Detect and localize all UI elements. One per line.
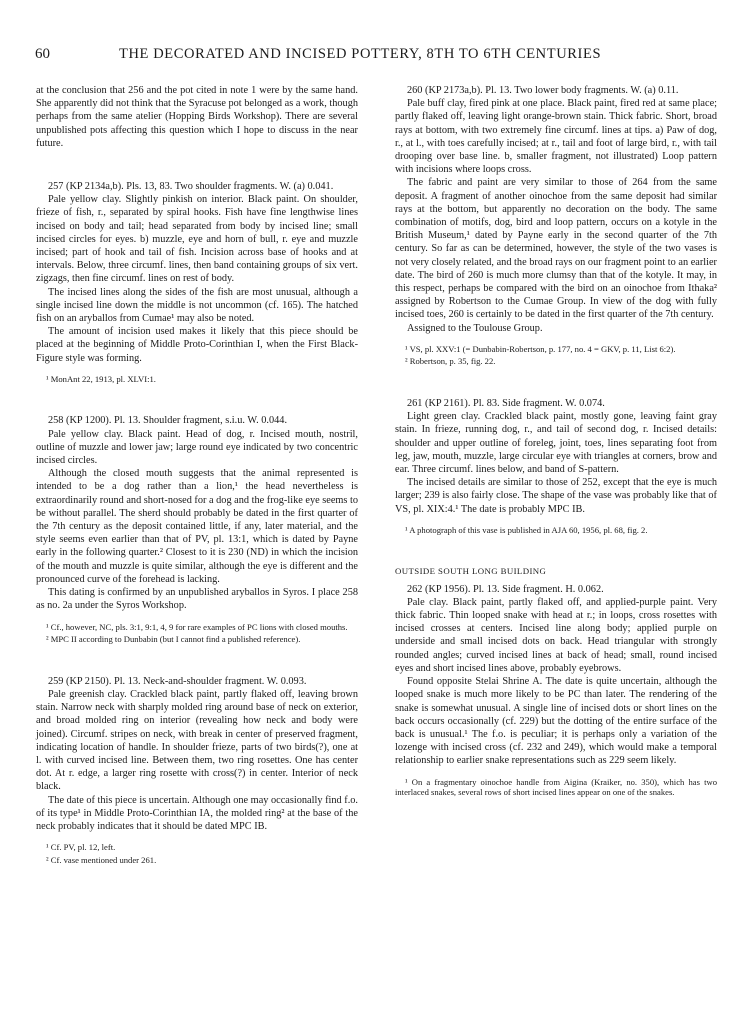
catalogue-entry-259 [36,675,358,866]
entry-paragraph: Although the closed mouth suggests that the animal represented is intended to be a dog rather than a lion,¹ the head nevertheless is extraordinarily round and short-nosed for a dog and the frog-like eye seems to be without parallel. The sherd should probably be dated in the first quarter of the 7th century as the deposit contained little, if any, later material, and the style seems even earlier than that of PV, pl. 13:1, which is dated by Payne early in the following quarter.² Closest to it is 230 (ND) in which the incision of the mouth and muzzle is quite similar, although the eye is different and the pronounced curve of the forehead is lacking. [36,468,358,585]
entry-heading: 257 (KP 2134a,b). Pls. 13, 83. Two shoulder fragments. W. (a) 0.041. [48,181,334,193]
section-heading: OUTSIDE SOUTH LONG BUILDING [395,566,547,577]
catalogue-entry-260 [395,84,717,367]
catalogue-entry-257 [36,180,358,384]
entry-paragraph: Pale yellow clay. Black paint. Head of dog, r. Incised mouth, nostril, outline of muzzle and lower jaw; large round eye indicated by two concentric incised circles. [36,428,358,467]
footnote: ¹ On a fragmentary oinochoe handle from Aigina (Kraiker, no. 350), which has two interlaced snakes, several rows of short incised lines appear on one of the snakes. [395,776,717,798]
entry-paragraph: Pale buff clay, fired pink at one place. Black paint, fired red at same place; partly flaked off, leaving light orange-brown stain. Thick fabric. Short, broad rays at bottom, with two extremely fine circumf. lines at tips. a) Paw of dog, r., at l., with toes carefully incised; at r., tail and foot of large bird, r., with tail drooping over base line. b, smaller fragment, not illustrated) Loop pattern with incisions where loops cross. [395,98,717,176]
entry-paragraph: Light green clay. Crackled black paint, mostly gone, leaving faint gray stain. In frieze, running dog, r., and tail of second dog, r. Incised details: shoulder and upper outline of foreleg, joint, toes, lines separating foot from leg, jaw, mouth, muzzle, large circular eye with triangles at corners, brow and ear. Three circumf. lines below, and band of S-pattern. [395,411,717,476]
entry-heading: 261 (KP 2161). Pl. 83. Side fragment. W. 0.074. [407,398,605,410]
catalogue-entry-258 [36,414,358,644]
footnote: ¹ A photograph of this vase is published in AJA 60, 1956, pl. 68, fig. 2. [405,524,648,535]
footnote: ¹ MonAnt 22, 1913, pl. XLVI:1. [46,373,156,384]
footnote: ¹ VS, pl. XXV:1 (= Dunbabin-Robertson, p. 177, no. 4 = GKV, p. 11, List 6:2). [405,343,676,354]
entry-paragraph: Pale clay. Black paint, partly flaked off, and applied-purple paint. Very thick fabric. Thin looped snake with head at r.; in loops, cross rosettes with incised crosses at centers. Incised line along body; applied purple on underside and small incised dots on back. Head triangular with strongly rounded angles; curved incised lines at back of head; small, round incised eyes and short incised lines above, probably eyebrows. [395,596,717,674]
footnote: ² MPC II according to Dunbabin (but I cannot find a published reference). [46,634,301,645]
entry-paragraph: The date of this piece is uncertain. Although one may occasionally find f.o. of its type¹ in Middle Proto-Corinthian IA, the molded ring² at the base of the neck probably indicates that it should be dated MPC IB. [36,794,358,832]
entry-heading: 259 (KP 2150). Pl. 13. Neck-and-shoulder fragment. W. 0.093. [48,675,307,687]
entry-paragraph: Pale yellow clay. Slightly pinkish on interior. Black paint. On shoulder, frieze of fish, r., separated by spiral hooks. Fish have fine lengthwise lines incised on body and tail; head separated from body by incised line; small incised circles for eyes. b) muzzle, eye and horn of bull, r. eye and muzzle incised; part of hook and tail of fish. Incision across base of hooks and at intervals. Below, three circumf. lines, then band containing groups of six vert. zigzags, then fine circumf. lines on rest of body. [36,194,358,285]
footnote: ² Cf. vase mentioned under 261. [46,854,157,865]
entry-paragraph: The incised details are similar to those of 252, except that the eye is much larger; 239 is also fairly close. The shape of the vase was probably like that of VS, pl. XIX:4.¹ The date is probably MPC IB. [395,477,717,515]
catalogue-entry-262 [395,583,717,798]
right-column [395,84,717,798]
entry-heading: 262 (KP 1956). Pl. 13. Side fragment. H. 0.062. [407,583,604,595]
footnote: ² Robertson, p. 35, fig. 22. [405,356,496,367]
footnote: ¹ Cf., however, NC, pls. 3:1, 9:1, 4, 9 for rare examples of PC lions with closed mouths. [46,621,348,632]
catalogue-entry-261 [395,397,717,535]
footnote: ¹ Cf. PV, pl. 12, left. [46,842,116,853]
entry-paragraph: The incised lines along the sides of the fish are most unusual, although a single incised line down the middle is not uncommon (cf. 165). The hatched fish on an aryballos from Cumae¹ may also be noted. [36,286,358,325]
entry-heading: 260 (KP 2173a,b). Pl. 13. Two lower body fragments. W. (a) 0.11. [407,85,679,96]
running-title: THE DECORATED AND INCISED POTTERY, 8TH TO 6TH CENTURIES [119,46,602,62]
page-header [35,46,718,68]
continued-paragraph: at the conclusion that 256 and the pot cited in note 1 were by the same hand. She apparently did not think that the Syracuse pot belonged as a work, though perhaps from the same atelier (Hopping Birds Workshop). There are several unpublished pots affecting this question which I hope to discuss in the near future. [36,85,358,149]
entry-paragraph: The amount of incision used makes it likely that this piece should be placed at the beginning of Middle Proto-Corinthian I, when the First Black-Figure style was forming. [36,326,358,364]
entry-paragraph: Assigned to the Toulouse Group. [407,322,543,334]
page-number: 60 [35,46,50,62]
entry-paragraph: Pale greenish clay. Crackled black paint, partly flaked off, leaving brown stain. Narrow neck with sharply molded ring around base of neck on exterior, and broad molded ring on interior (revealing how neck and body were joined). Circumf. stripes on neck, with break in center of preserved fragment, indicating location of handle. In shoulder frieze, parts of two birds(?), one at l. with curved incised line. Between them, two ring rosettes. One has center dot. At r. edge, a larger ring rosette with cross(?) in center. Interior of neck black. [36,688,358,793]
entry-paragraph: The fabric and paint are very similar to those of 264 from the same deposit. A fragment of another oinochoe from the same deposit had similar rays at the bottom, but apparently no decoration on the body. The same combination of motifs, dog, bird and loop pattern, occurs on a kotyle in the British Museum,¹ dated by Payne early in the second quarter of the 7th century. So far as can be determined, however, the style of the two vases is not very closely related, and the broad rays on our fragment point to an earlier date. The bird of 260 is much more clumsy than that of the kotyle. It may, in this respect, perhaps be compared with the bird on an oinochoe from Ithaka² assigned by Robertson to the Cumae Group. In view of the dog with fully incised toes, 260 is certainly to be dated in the first quarter of the 7th century. [395,177,717,321]
entry-paragraph: Found opposite Stelai Shrine A. The date is quite uncertain, although the looped snake is much more likely to be PC than later. The rendering of the snake is somewhat unusual. A single line of incised dots or short lines on the back occurs occasionally (cf. 229) but the dotting of the entire surface of the back is unusual.¹ The f.o. is peculiar; it is perhaps only a variation of the lozenge with incised cross (cf. 232 and 249), which would make a temporal relationship to earlier snake representations such as 229 seem likely. [395,676,717,767]
entry-paragraph: This dating is confirmed by an unpublished aryballos in Syros. I place 258 as no. 2a under the Syros Workshop. [36,587,358,612]
left-column [36,84,358,865]
entry-heading: 258 (KP 1200). Pl. 13. Shoulder fragment, s.i.u. W. 0.044. [48,415,288,427]
